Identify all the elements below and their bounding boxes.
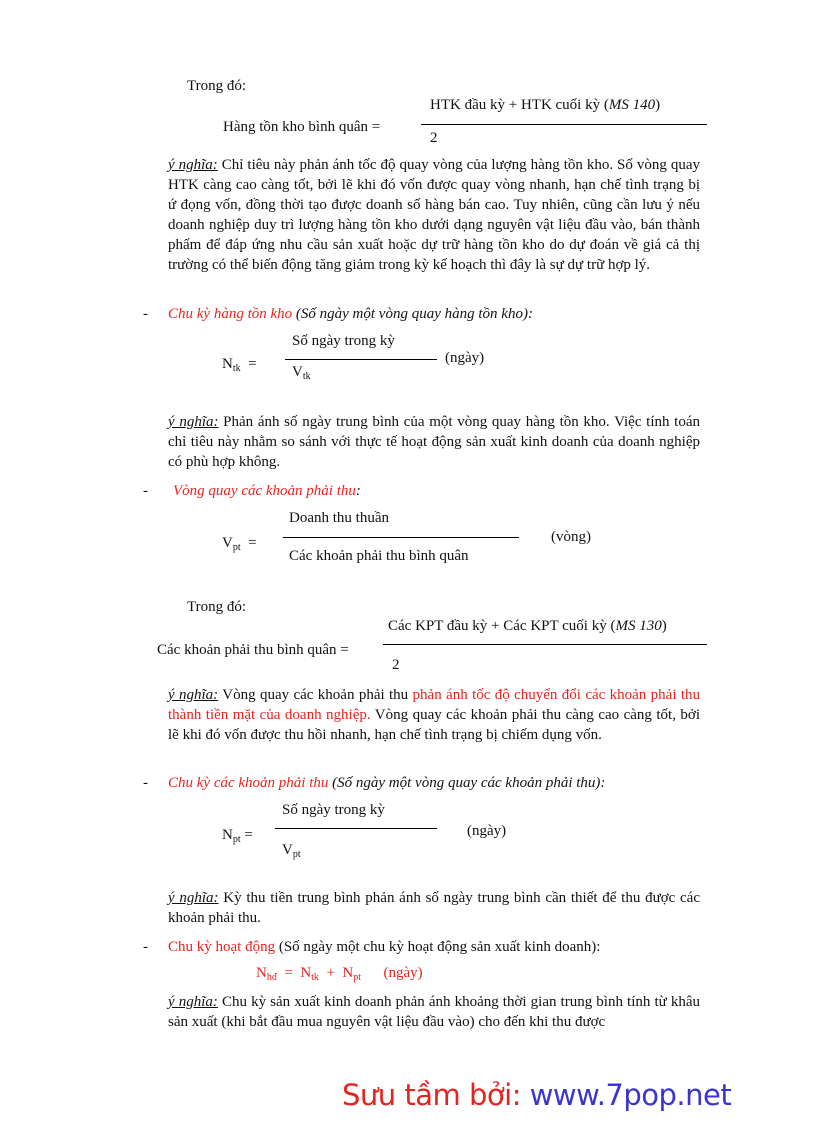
- fraction-bar: [283, 537, 519, 538]
- fraction-bar: [285, 359, 437, 360]
- meaning-label: ý nghĩa:: [168, 890, 219, 906]
- heading-chu-ky-htk: Chu kỳ hàng tồn kho (Số ngày một vòng quay hàng tồn kho):: [168, 306, 533, 322]
- npt-numerator: Số ngày trong kỳ: [282, 802, 385, 818]
- meaning-label: ý nghĩa:: [168, 687, 219, 703]
- ntk-numerator: Số ngày trong kỳ: [292, 333, 395, 349]
- htk-lhs: Hàng tồn kho bình quân =: [223, 119, 381, 135]
- vpt-denominator: Các khoản phải thu bình quân: [289, 548, 469, 564]
- npt-denominator: $V_{pt}$: [282, 842, 301, 860]
- meaning-label: ý nghĩa:: [168, 994, 218, 1010]
- bullet-dash: -: [143, 483, 148, 499]
- meaning-label: ý nghĩa:: [168, 414, 219, 430]
- fraction-bar: [383, 644, 707, 645]
- watermark-link[interactable]: www.7pop.net: [529, 1078, 732, 1112]
- kpt-lhs: Các khoản phải thu bình quân =: [157, 642, 349, 658]
- meaning-paragraph-5: ý nghĩa: Chu kỳ sản xuất kinh doanh phản ánh khoảng thời gian trung bình tính từ khâu sản xuất (khi bắt đầu mua nguyên vật liệu đầu vào) cho đến khi thu được: [168, 994, 700, 1030]
- formula-nhd: $N_{hđ} = N_{tk} + N_{pt}$ (ngày): [256, 965, 423, 983]
- bullet-dash: -: [143, 775, 148, 791]
- htk-numerator: HTK đầu kỳ + HTK cuối kỳ (MS 140): [430, 97, 661, 113]
- fraction-bar: [421, 124, 707, 125]
- vpt-numerator: Doanh thu thuần: [289, 510, 389, 526]
- bullet-dash: -: [143, 306, 148, 322]
- meaning-paragraph-4: ý nghĩa: Kỳ thu tiền trung bình phản ánh số ngày trung bình cần thiết để thu được các khoản phải thu.: [168, 890, 700, 926]
- heading-chu-ky-kpt: Chu kỳ các khoản phải thu (Số ngày một vòng quay các khoản phải thu):: [168, 775, 606, 791]
- vpt-unit: (vòng): [551, 529, 591, 545]
- htk-denominator: 2: [430, 130, 438, 146]
- meaning-label: ý nghĩa:: [168, 157, 218, 173]
- bullet-dash: -: [143, 939, 148, 955]
- kpt-denominator: 2: [392, 657, 400, 673]
- ntk-lhs: $N_{tk}$ =: [222, 356, 257, 374]
- vpt-lhs: $V_{pt}$ =: [222, 535, 257, 553]
- heading-vong-quay-kpt: Vòng quay các khoản phải thu:: [173, 483, 361, 499]
- heading-chu-ky-hoat-dong: Chu kỳ hoạt động (Số ngày một chu kỳ hoạt động sản xuất kinh doanh):: [168, 939, 601, 955]
- trong-do-label-2: Trong đó:: [187, 599, 247, 615]
- watermark: Sưu tầm bởi: www.7pop.net: [342, 1078, 732, 1112]
- npt-unit: (ngày): [467, 823, 507, 839]
- fraction-bar: [275, 828, 437, 829]
- kpt-numerator: Các KPT đầu kỳ + Các KPT cuối kỳ (MS 130): [388, 618, 667, 634]
- meaning-paragraph-3: ý nghĩa: Vòng quay các khoản phải thu phản ánh tốc độ chuyển đổi các khoản phải thu thành tiền mặt của doanh nghiệp. Vòng quay các khoản phải thu càng cao càng tốt, bởi lẽ khi đó vốn được thu hồi nhanh, hạn chế tình trạng bị chiếm dụng vốn.: [168, 687, 701, 743]
- meaning-paragraph-1: ý nghĩa: Chỉ tiêu này phản ánh tốc độ quay vòng của lượng hàng tồn kho. Số vòng quay HTK càng cao càng tốt, bởi lẽ khi đó vốn được quay vòng nhanh, hạn chế tình trạng bị ứ đọng vốn, đồng thời tạo được doanh số hàng bán cao. Tuy nhiên, cũng cần lưu ý nếu doanh nghiệp duy trì lượng hàng tồn kho dưới dạng nguyên vật liệu đầu vào, bán thành phẩm để đáp ứng nhu cầu sản xuất hoặc dự trữ hàng tồn kho do dự đoán về giá cả thị trường có thể biến động tăng giảm trong kỳ kế hoạch thì đây là sự dự trữ hợp lý.: [168, 157, 700, 273]
- ntk-unit: (ngày): [445, 350, 485, 366]
- npt-lhs: $N_{pt}$ =: [222, 827, 253, 845]
- meaning-paragraph-2: ý nghĩa: Phản ánh số ngày trung bình của một vòng quay hàng tồn kho. Việc tính toán chỉ tiêu này nhằm so sánh với thực tế hoạt động sản xuất kinh doanh của doanh nghiệp có phù hợp không.: [168, 414, 700, 470]
- trong-do-label-1: Trong đó:: [187, 78, 247, 94]
- ntk-denominator: $V_{tk}$: [292, 364, 311, 382]
